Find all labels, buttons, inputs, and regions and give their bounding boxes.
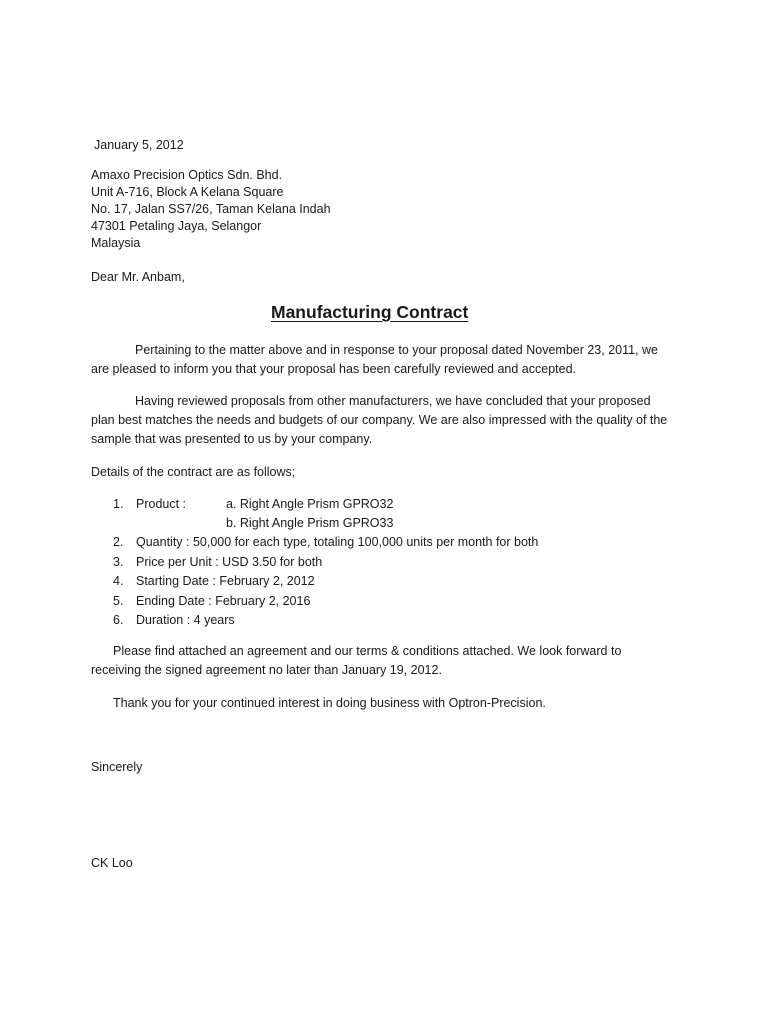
signatory-name: CK Loo	[91, 856, 133, 870]
salutation: Dear Mr. Anbam,	[91, 270, 185, 284]
list-item: Duration : 4 years	[136, 613, 235, 627]
paragraph-line: Please find attached an agreement and our terms & conditions attached. We look forward to	[113, 644, 622, 658]
list-number: 1.	[113, 497, 124, 511]
paragraph-line: Having reviewed proposals from other manufacturers, we have concluded that your proposed	[135, 394, 651, 408]
paragraph-3	[91, 642, 685, 680]
address-line: Amaxo Precision Optics Sdn. Bhd.	[91, 168, 283, 182]
list-item-value: a. Right Angle Prism GPRO32	[226, 497, 394, 511]
list-number: 6.	[113, 613, 124, 627]
document-title: Manufacturing Contract	[271, 302, 469, 322]
paragraph-line: plan best matches the needs and budgets of our company. We are also impressed with the quality of the	[91, 413, 668, 427]
list-number: 4.	[113, 574, 124, 588]
list-item: Starting Date : February 2, 2012	[136, 574, 315, 588]
paragraph-line: Thank you for your continued interest in doing business with Optron-Precision.	[113, 696, 546, 710]
address-line: No. 17, Jalan SS7/26, Taman Kelana Indah	[91, 202, 331, 216]
address-line: 47301 Petaling Jaya, Selangor	[91, 219, 262, 233]
list-item-label: Product :	[136, 497, 187, 511]
list-item: Ending Date : February 2, 2016	[136, 594, 311, 608]
list-item-value: b. Right Angle Prism GPRO33	[226, 516, 394, 530]
paragraph-2	[91, 392, 685, 449]
paragraph-4	[91, 694, 685, 713]
letter-date: January 5, 2012	[94, 138, 184, 152]
closing: Sincerely	[91, 760, 143, 774]
address-line: Unit A-716, Block A Kelana Square	[91, 185, 284, 199]
paragraph-line: receiving the signed agreement no later than January 19, 2012.	[91, 663, 442, 677]
paragraph-line: Pertaining to the matter above and in response to your proposal dated November 23, 2011, we	[135, 343, 659, 357]
details-intro: Details of the contract are as follows;	[91, 465, 296, 479]
list-number: 3.	[113, 555, 124, 569]
list-number: 5.	[113, 594, 124, 608]
address-line: Malaysia	[91, 236, 141, 250]
paragraph-line: sample that was presented to us by your company.	[91, 432, 373, 446]
list-number: 2.	[113, 535, 124, 549]
paragraph-1	[91, 341, 685, 379]
list-item: Quantity : 50,000 for each type, totaling 100,000 units per month for both	[136, 535, 539, 549]
paragraph-line: are pleased to inform you that your proposal has been carefully reviewed and accepted.	[91, 362, 577, 376]
list-item: Price per Unit : USD 3.50 for both	[136, 555, 323, 569]
